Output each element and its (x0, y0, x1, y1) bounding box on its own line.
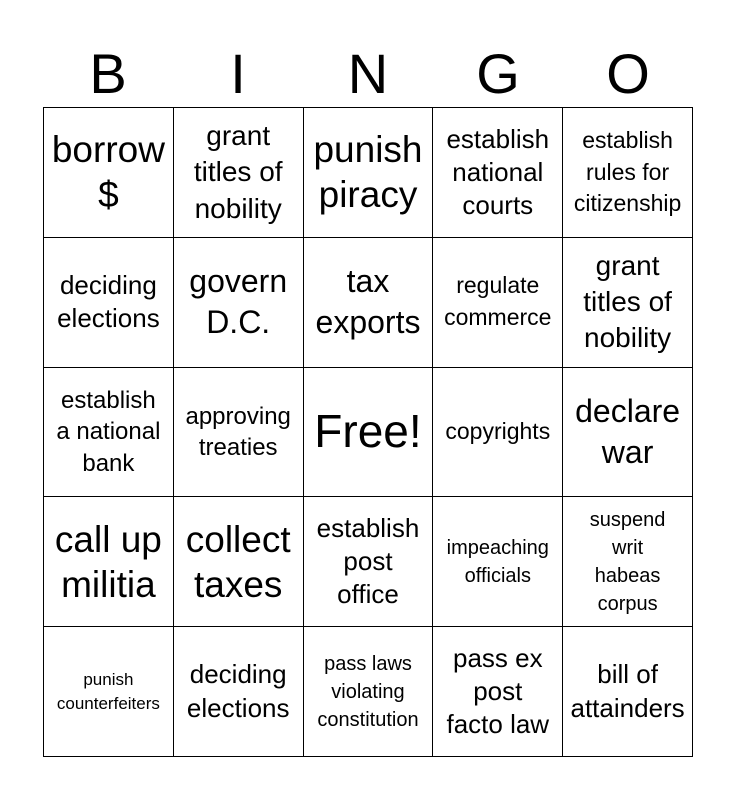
bingo-header (43, 40, 693, 108)
header-letter-g: G (476, 42, 520, 105)
header-letter-n: N (347, 42, 389, 105)
bingo-board (43, 107, 693, 757)
bingo-cell-r1-c4[interactable]: establish national courts (433, 108, 563, 238)
bingo-cell-r5-c1[interactable]: punish counterfeiters (44, 627, 174, 757)
bingo-cell-r5-c3[interactable]: pass laws violating constitution (304, 627, 434, 757)
bingo-cell-r5-c5[interactable]: bill of attainders (563, 627, 693, 757)
bingo-cell-r4-c2[interactable]: collect taxes (174, 497, 304, 627)
bingo-cell-r3-c2[interactable]: approving treaties (174, 368, 304, 498)
bingo-cell-r2-c3[interactable]: tax exports (304, 238, 434, 368)
bingo-cell-r4-c3[interactable]: establish post office (304, 497, 434, 627)
bingo-cell-r2-c5[interactable]: grant titles of nobility (563, 238, 693, 368)
header-letter-b: B (89, 42, 127, 105)
bingo-cell-r4-c5[interactable]: suspend writ habeas corpus (563, 497, 693, 627)
bingo-cell-r5-c2[interactable]: deciding elections (174, 627, 304, 757)
bingo-cell-r2-c2[interactable]: govern D.C. (174, 238, 304, 368)
bingo-cell-r1-c3[interactable]: punish piracy (304, 108, 434, 238)
bingo-cell-r3-c1[interactable]: establish a national bank (44, 368, 174, 498)
bingo-cell-r3-c5[interactable]: declare war (563, 368, 693, 498)
bingo-cell-r1-c1[interactable]: borrow $ (44, 108, 174, 238)
bingo-cell-free[interactable]: Free! (304, 368, 434, 498)
bingo-cell-r3-c4[interactable]: copyrights (433, 368, 563, 498)
header-letter-i: I (230, 42, 246, 105)
bingo-cell-r4-c1[interactable]: call up militia (44, 497, 174, 627)
bingo-cell-r2-c1[interactable]: deciding elections (44, 238, 174, 368)
bingo-cell-r4-c4[interactable]: impeaching officials (433, 497, 563, 627)
bingo-cell-r1-c5[interactable]: establish rules for citizenship (563, 108, 693, 238)
bingo-cell-r1-c2[interactable]: grant titles of nobility (174, 108, 304, 238)
header-letter-o: O (606, 42, 650, 105)
bingo-cell-r5-c4[interactable]: pass ex post facto law (433, 627, 563, 757)
bingo-cell-r2-c4[interactable]: regulate commerce (433, 238, 563, 368)
